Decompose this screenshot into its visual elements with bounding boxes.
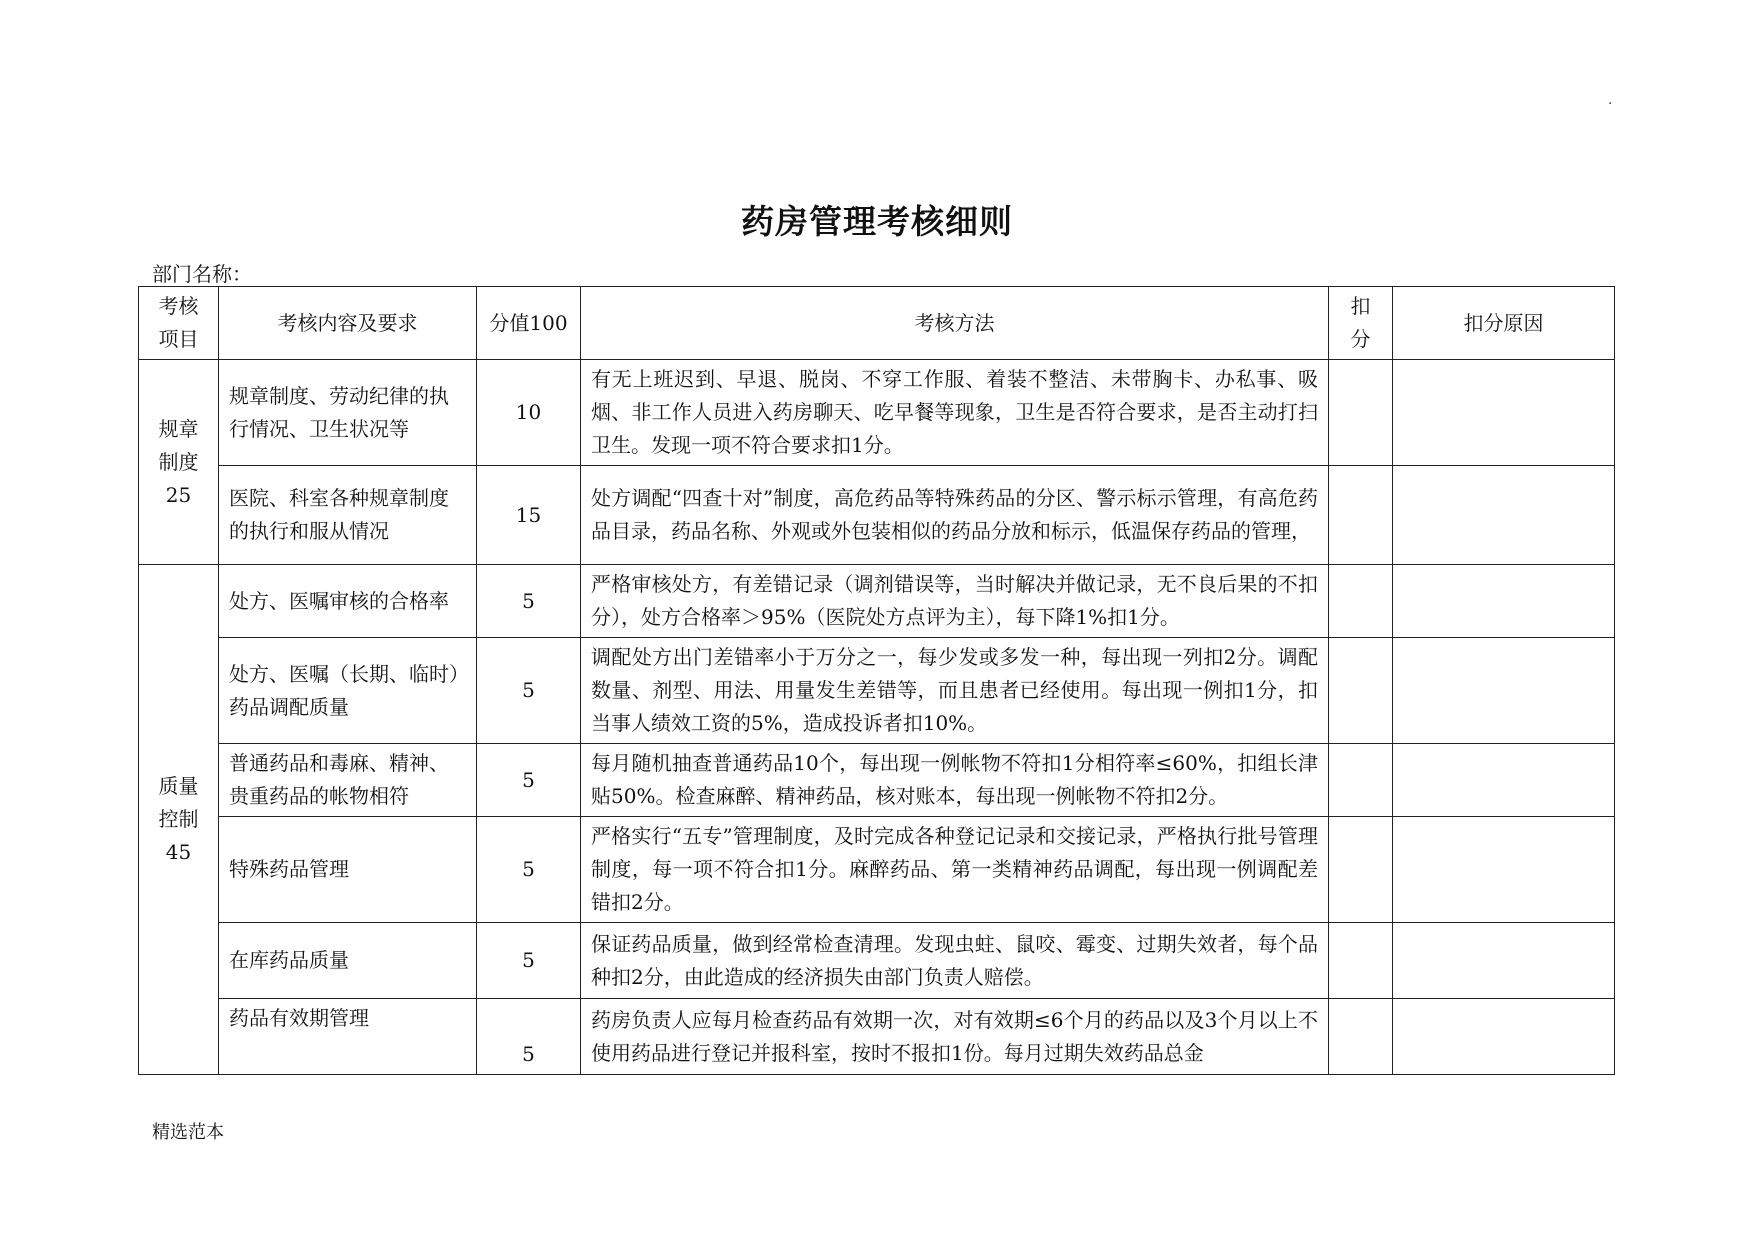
row-deduction[interactable] (1329, 360, 1393, 466)
header-deduct-line1: 扣 (1350, 294, 1371, 318)
section-name-line2: 控制 (158, 807, 199, 831)
document-title: 药房管理考核细则 (741, 202, 1013, 241)
row-method: 有无上班迟到、早退、脱岗、不穿工作服、着装不整洁、未带胸卡、办私事、吸烟、非工作人员进入药房聊天、吃早餐等现象，卫生是否符合要求，是否主动打扫卫生。发现一项不符合要求扣1分。 (581, 360, 1329, 466)
row-score: 10 (477, 360, 581, 466)
row-method: 调配处方出门差错率小于万分之一，每少发或多发一种，每出现一列扣2分。调配数量、剂型、用法、用量发生差错等，而且患者已经使用。每出现一例扣1分，扣当事人绩效工资的5%，造成投诉者扣10%。 (581, 638, 1329, 744)
row-method: 严格实行“五专”管理制度，及时完成各种登记记录和交接记录，严格执行批号管理制度，每一项不符合扣1分。麻醉药品、第一类精神药品调配，每出现一例调配差错扣2分。 (581, 817, 1329, 923)
row-score: 5 (477, 923, 581, 999)
table-row (139, 638, 1615, 744)
row-content: 在库药品质量 (219, 923, 477, 999)
department-name-label: 部门名称： (152, 262, 252, 286)
row-content: 处方、医嘱（长期、临时）药品调配质量 (219, 638, 477, 744)
row-deduction[interactable] (1329, 923, 1393, 999)
table-row (139, 565, 1615, 638)
row-deduction[interactable] (1329, 466, 1393, 565)
table-row (139, 466, 1615, 565)
section-score: 25 (165, 482, 192, 507)
row-reason[interactable] (1393, 360, 1615, 466)
section-name-line1: 规章 (158, 416, 199, 441)
table-row (139, 744, 1615, 817)
corner-mark: . (1608, 92, 1613, 108)
section-score: 45 (165, 840, 192, 864)
row-score: 5 (477, 999, 581, 1075)
row-reason[interactable] (1393, 638, 1615, 744)
row-deduction[interactable] (1329, 817, 1393, 923)
table-row (139, 999, 1615, 1075)
table-row (139, 360, 1615, 466)
header-content: 考核内容及要求 (219, 287, 477, 360)
footer-text: 精选范本 (152, 1122, 224, 1143)
header-item-line1: 考核 (158, 294, 199, 318)
row-deduction[interactable] (1329, 744, 1393, 817)
row-method: 严格审核处方，有差错记录（调剂错误等，当时解决并做记录，无不良后果的不扣分），处方合格率＞95%（医院处方点评为主），每下降1%扣1分。 (581, 565, 1329, 638)
row-score: 5 (477, 565, 581, 638)
row-method: 每月随机抽查普通药品10个，每出现一例帐物不符扣1分相符率≤60%，扣组长津贴50%。检查麻醉、精神药品，核对账本，每出现一例帐物不符扣2分。 (581, 744, 1329, 817)
row-deduction[interactable] (1329, 638, 1393, 744)
header-assessment-item (139, 287, 219, 360)
row-content: 规章制度、劳动纪律的执行情况、卫生状况等 (219, 360, 477, 466)
header-deduct-line2: 分 (1350, 327, 1371, 351)
row-reason[interactable] (1393, 999, 1615, 1075)
row-deduction[interactable] (1329, 565, 1393, 638)
header-score: 分值100 (477, 287, 581, 360)
header-method: 考核方法 (581, 287, 1329, 360)
row-reason[interactable] (1393, 817, 1615, 923)
row-reason[interactable] (1393, 923, 1615, 999)
table-row (139, 817, 1615, 923)
row-deduction[interactable] (1329, 999, 1393, 1075)
section-rules-cell (139, 360, 219, 565)
row-reason[interactable] (1393, 466, 1615, 565)
row-score: 5 (477, 817, 581, 923)
row-content: 医院、科室各种规章制度的执行和服从情况 (219, 466, 477, 565)
section-name-line2: 制度 (158, 449, 199, 474)
header-item-line2: 项目 (158, 327, 199, 351)
row-score: 5 (477, 638, 581, 744)
row-method: 保证药品质量，做到经常检查清理。发现虫蛀、鼠咬、霉变、过期失效者，每个品种扣2分，由此造成的经济损失由部门负责人赔偿。 (581, 923, 1329, 999)
row-method: 处方调配“四查十对”制度，高危药品等特殊药品的分区、警示标示管理，有高危药品目录，药品名称、外观或外包装相似的药品分放和标示，低温保存药品的管理， (581, 466, 1329, 565)
row-content: 药品有效期管理 (219, 999, 477, 1075)
row-method: 药房负责人应每月检查药品有效期一次，对有效期≤6个月的药品以及3个月以上不使用药品进行登记并报科室，按时不报扣1份。每月过期失效药品总金 (581, 999, 1329, 1075)
row-content: 特殊药品管理 (219, 817, 477, 923)
row-score: 15 (477, 466, 581, 565)
section-name-line1: 质量 (158, 774, 199, 798)
header-deduction (1329, 287, 1393, 360)
row-reason[interactable] (1393, 744, 1615, 817)
table-header-row (139, 287, 1615, 360)
section-quality-cell (139, 565, 219, 1075)
header-deduction-reason: 扣分原因 (1393, 287, 1615, 360)
row-score: 5 (477, 744, 581, 817)
assessment-table (138, 286, 1615, 1075)
table-row (139, 923, 1615, 999)
row-content: 处方、医嘱审核的合格率 (219, 565, 477, 638)
row-content: 普通药品和毒麻、精神、贵重药品的帐物相符 (219, 744, 477, 817)
row-reason[interactable] (1393, 565, 1615, 638)
